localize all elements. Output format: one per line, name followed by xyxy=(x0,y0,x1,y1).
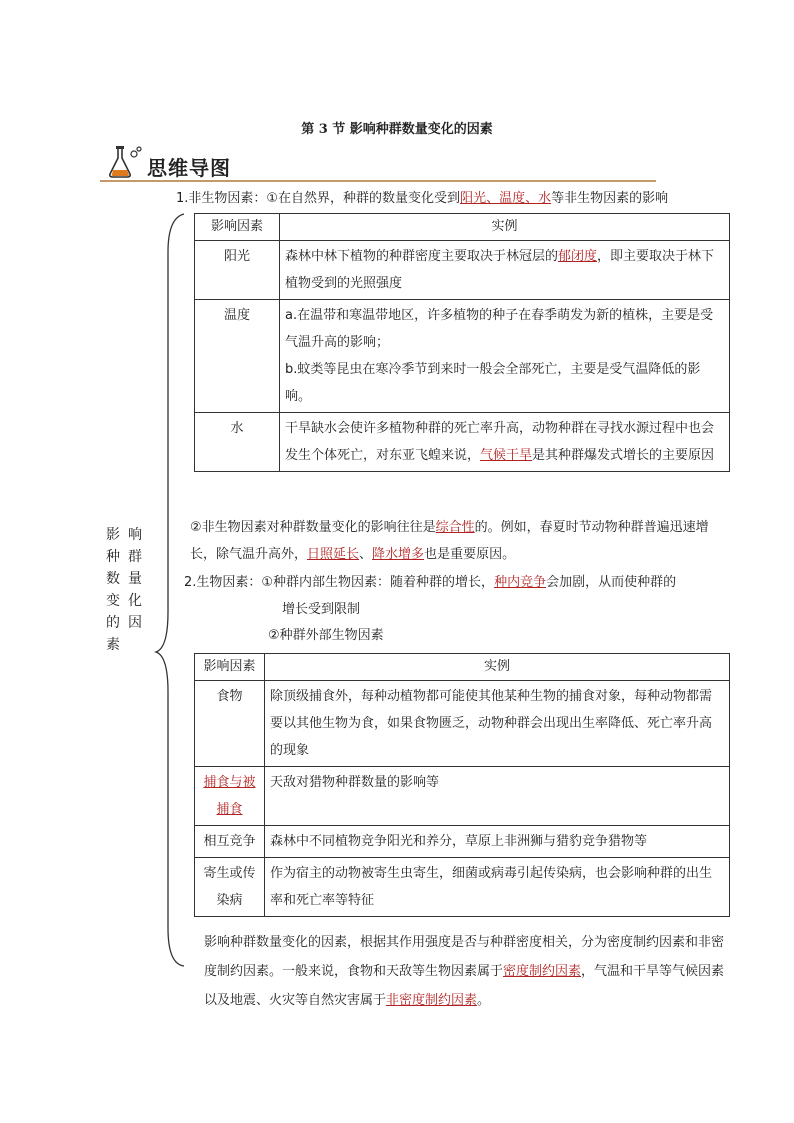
abiotic-factor-table xyxy=(194,213,730,472)
side-label-col1: 影 种 数 变 的 素 xyxy=(106,527,120,653)
section2-sub: ②种群外部生物因素 xyxy=(268,628,384,643)
factor-cell: 水 xyxy=(195,413,280,472)
table-header-row xyxy=(195,654,730,681)
table-header-row xyxy=(195,214,730,241)
section2-intro-cont: 增长受到限制 xyxy=(282,602,361,617)
factor-cell: 食物 xyxy=(195,681,265,767)
example-cell: 作为宿主的动物被寄生虫寄生，细菌或病毒引起传染病，也会影响种群的出生率和死亡率等特征 xyxy=(265,858,730,917)
example-cell: 除顶级捕食外，每种动植物都可能使其他某种生物的捕食对象，每种动物都需要以其他生物为食，如果食物匮乏，动物种群会出现出生率降低、死亡率升高的现象 xyxy=(265,681,730,767)
flask-icon xyxy=(104,144,144,180)
side-label xyxy=(106,524,148,656)
page-title: 第 3 节 影响种群数量变化的因素 xyxy=(301,122,493,137)
section2-intro: 2.生物因素：①种群内部生物因素：随着种群的增长，种内竞争会加剧，从而使种群的 xyxy=(184,575,677,590)
example-cell: a.在温带和寒温带地区，许多植物的种子在春季萌发为新的植株，主要是受气温升高的影响； b.蚊类等昆虫在寒冷季节到来时一般会全部死亡，主要是受气温降低的影响。 xyxy=(280,300,730,413)
factor-cell: 寄生或传染病 xyxy=(195,858,265,917)
table-row xyxy=(195,681,730,767)
table-header-factor: 影响因素 xyxy=(195,654,265,681)
table-header-example: 实例 xyxy=(265,654,730,681)
summary-paragraph: 影响种群数量变化的因素，根据其作用强度是否与种群密度相关，分为密度制约因素和非密度制约因素。一般来说，食物和天敌等生物因素属于密度制约因素，气温和干旱等气候因素以及地震、火灾等自然灾害属于非密度制约因素。 xyxy=(204,935,725,1008)
side-label-col2: 响 群 量 化 因 xyxy=(128,527,142,631)
factor-cell: 阳光 xyxy=(195,241,280,300)
table-row xyxy=(195,826,730,858)
table-header-example: 实例 xyxy=(280,214,730,241)
example-cell: 天敌对猎物种群数量的影响等 xyxy=(265,767,730,826)
table-row xyxy=(195,300,730,413)
table-row xyxy=(195,241,730,300)
section1-note: ②非生物因素对种群数量变化的影响往往是综合性的。例如，春夏时节动物种群普遍迅速增长，除气温升高外，日照延长、降水增多也是重要原因。 xyxy=(190,520,709,562)
example-cell: 干旱缺水会使许多植物种群的死亡率升高，动物种群在寻找水源过程中也会发生个体死亡，对东亚飞蝗来说，气候干旱是其种群爆发式增长的主要原因 xyxy=(280,413,730,472)
table-header-factor: 影响因素 xyxy=(195,214,280,241)
factor-cell: 捕食与被捕食 xyxy=(195,767,265,826)
table-row xyxy=(195,767,730,826)
table-row xyxy=(195,858,730,917)
factor-cell: 温度 xyxy=(195,300,280,413)
banner-divider xyxy=(100,180,656,182)
factor-cell: 相互竞争 xyxy=(195,826,265,858)
section1-intro: 1.非生物因素：①在自然界，种群的数量变化受到阳光、温度、水等非生物因素的影响 xyxy=(176,191,669,206)
example-cell: 森林中林下植物的种群密度主要取决于林冠层的郁闭度，即主要取决于林下植物受到的光照强度 xyxy=(280,241,730,300)
biotic-factor-table xyxy=(194,653,730,917)
table-row xyxy=(195,413,730,472)
example-cell: 森林中不同植物竞争阳光和养分，草原上非洲狮与猎豹竞争猎物等 xyxy=(265,826,730,858)
banner-title: 思维导图 xyxy=(147,156,231,180)
